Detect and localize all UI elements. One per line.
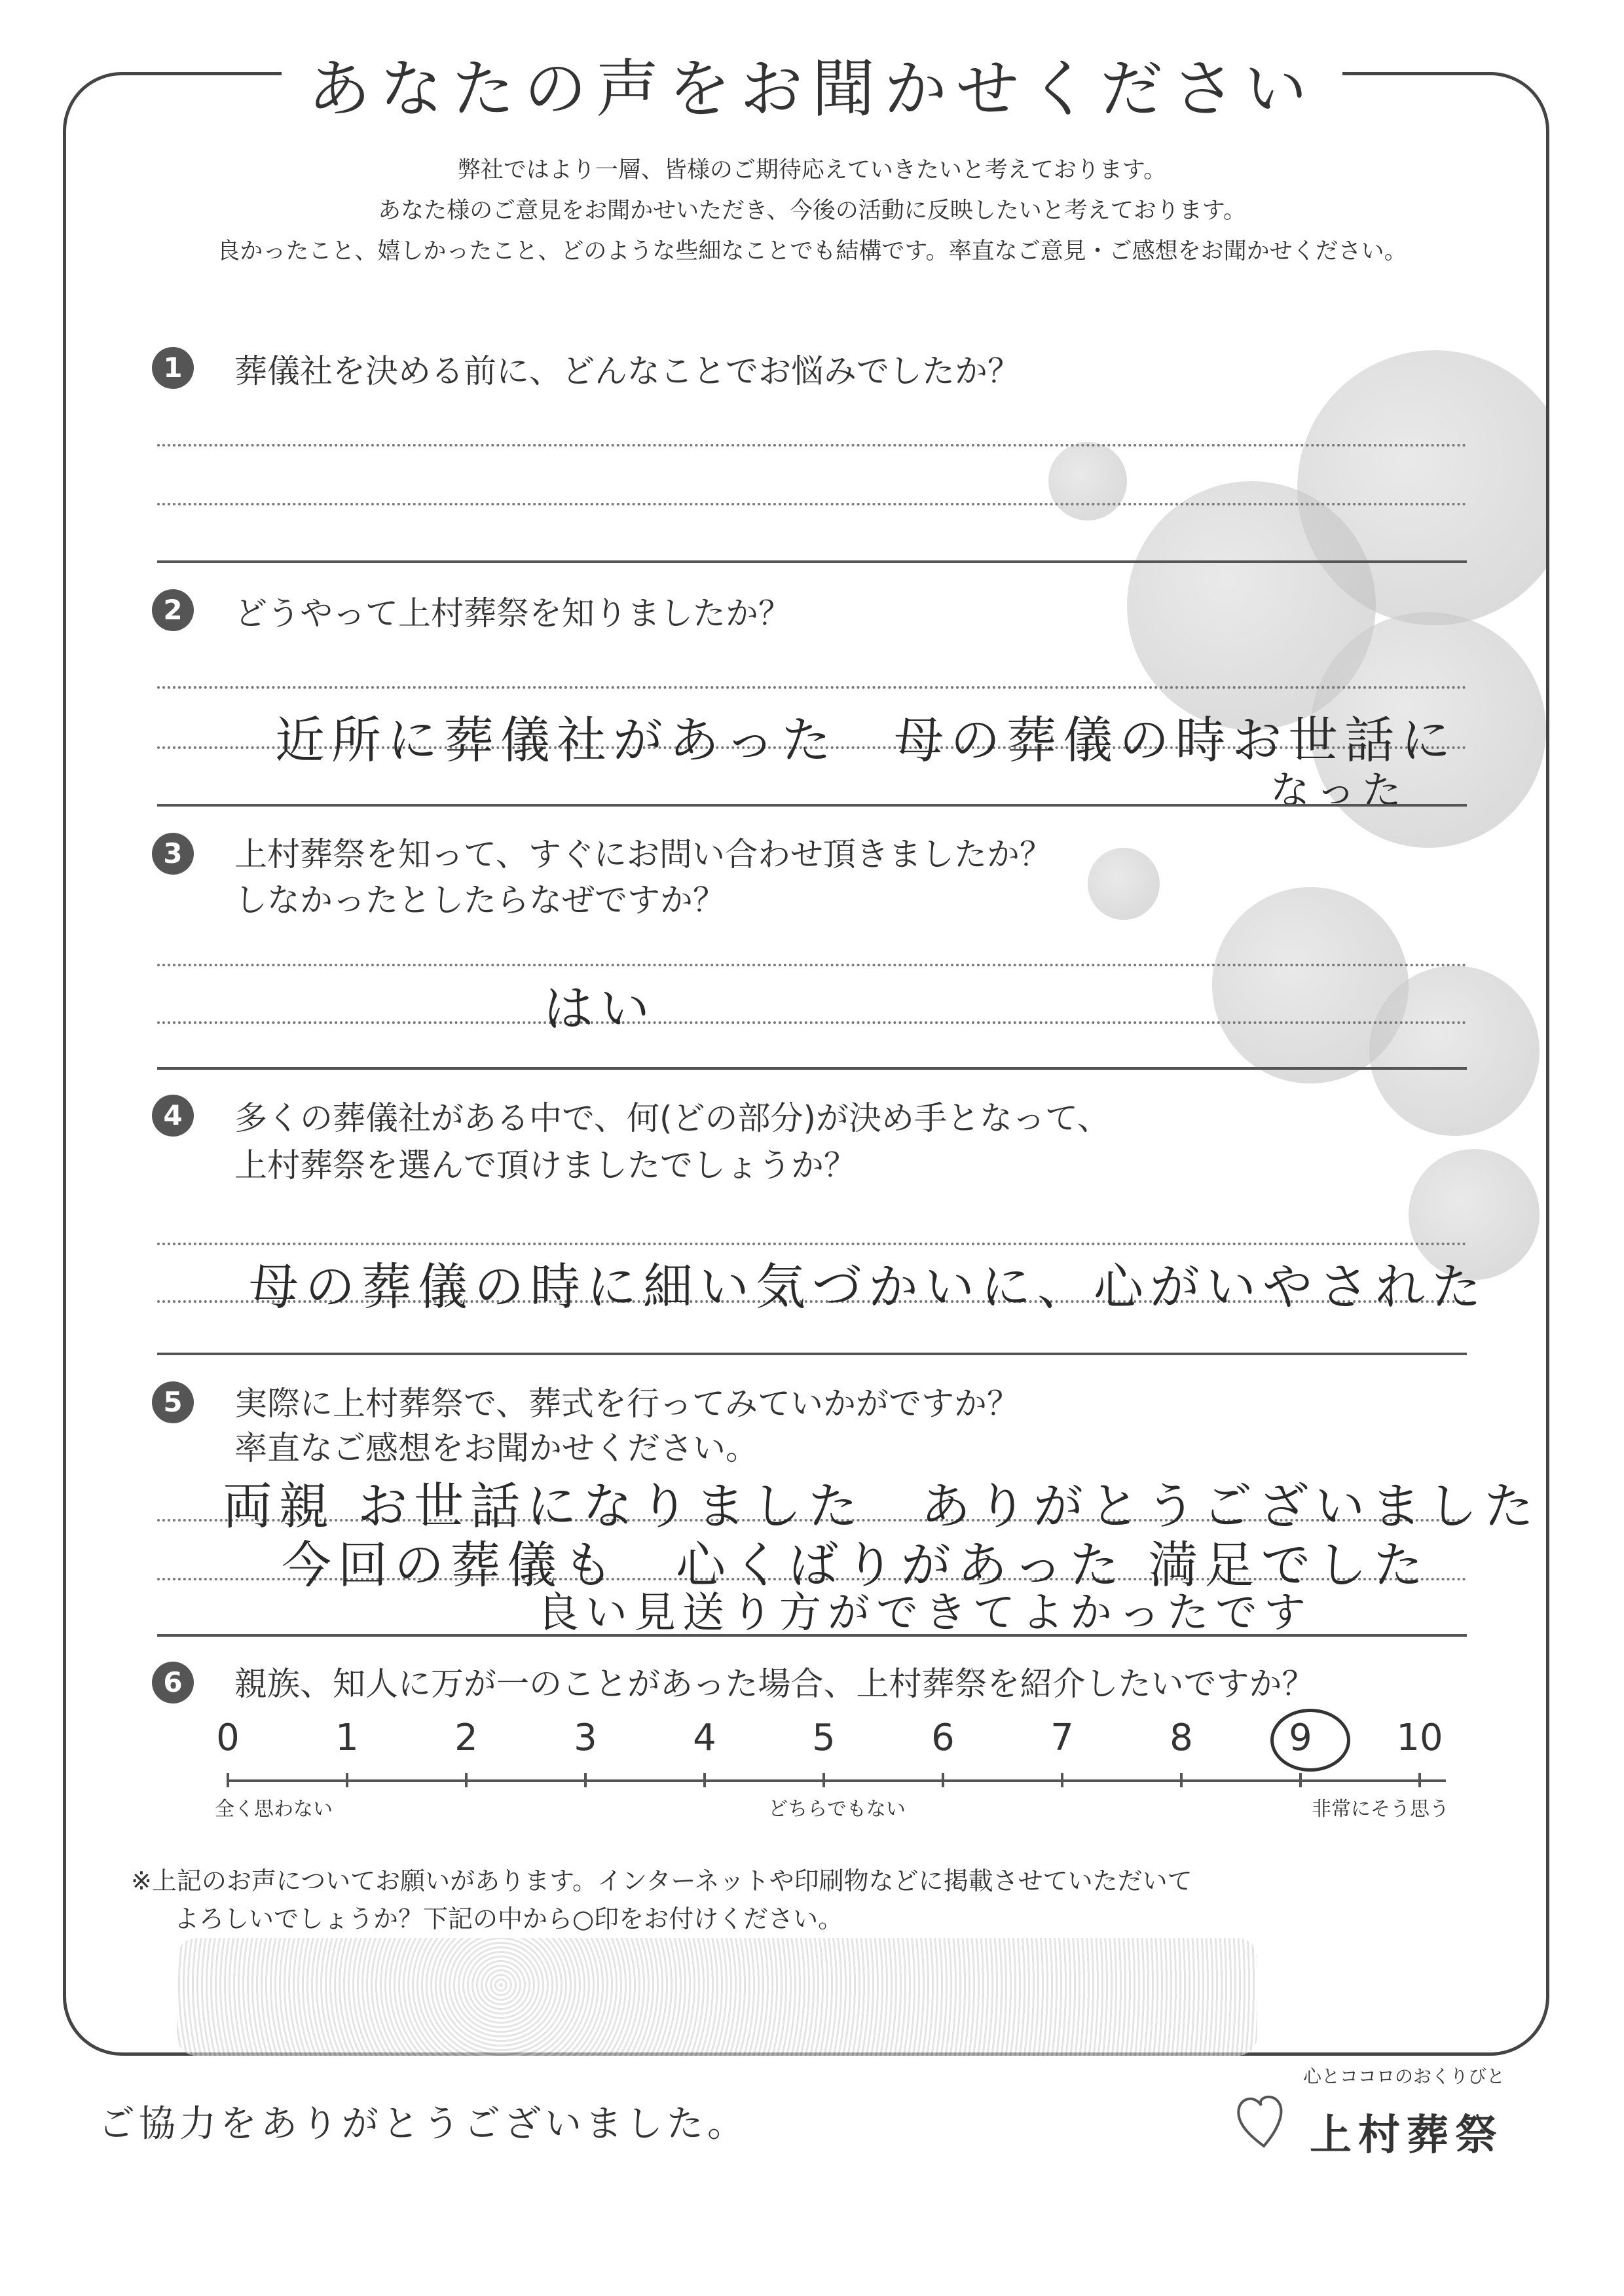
scale-tick	[703, 1773, 706, 1787]
scale-label-mid: どちらでもない	[768, 1798, 906, 1821]
question-text: しなかったとしたらなぜですか？	[234, 881, 726, 919]
handwritten-answer: 母の葬儀の時に細い気づかいに、心がいやされた	[249, 1258, 1488, 1316]
scale-tick	[584, 1773, 587, 1787]
scale-tick	[942, 1773, 944, 1787]
answer-line	[157, 686, 1467, 689]
intro-line: あなた様のご意見をお聞かせいただき、今後の活動に反映したいと考えております。	[378, 198, 1246, 224]
question-text: 葬儀社を決める前に、どんなことでお悩みでしたか？	[234, 352, 1020, 390]
question-number: 3	[152, 833, 194, 875]
scale-number: 10	[1396, 1717, 1443, 1759]
print-texture	[177, 1938, 1257, 2056]
answer-line	[157, 444, 1467, 446]
answer-line	[157, 503, 1467, 505]
question-number: 6	[152, 1662, 194, 1704]
intro-line: 良かったこと、嬉しかったこと、どのような些細なことでも結構です。率直なご意見・ご感想をお聞かせください。	[217, 238, 1407, 264]
question-text: 実際に上村葬祭で、葬式を行ってみていかがですか？	[234, 1385, 1020, 1423]
page-title: あなたの声をお聞かせください	[0, 39, 1624, 129]
scale-number: 1	[335, 1717, 359, 1759]
clover-decoration	[1048, 442, 1127, 520]
answer-line	[157, 1243, 1467, 1245]
question-text: 上村葬祭を選んで頂けましたでしょうか？	[234, 1146, 857, 1184]
question-text: 多くの葬儀社がある中で、何(どの部分)が決め手となって、	[234, 1099, 1111, 1137]
question-number: 4	[152, 1095, 194, 1137]
heart-icon	[1231, 2088, 1297, 2154]
scale-number: 7	[1050, 1717, 1074, 1759]
scale-tick	[822, 1773, 825, 1787]
scale-number: 3	[574, 1717, 597, 1759]
handwritten-answer: 今回の葬儀も 心くばりがあった 満足でした	[282, 1536, 1430, 1594]
scale-tick	[1061, 1773, 1063, 1787]
scale-tick	[465, 1773, 468, 1787]
handwritten-answer: 近所に葬儀社があった 母の葬儀の時お世話に	[275, 711, 1458, 769]
question-text: 率直なご感想をお聞かせください。	[234, 1429, 758, 1467]
scale-number: 0	[216, 1717, 240, 1759]
scale-number: 5	[812, 1717, 836, 1759]
consent-note: よろしいでしょうか？下記の中から○印をお付けください。	[174, 1904, 843, 1933]
section-divider	[157, 804, 1467, 807]
clover-decoration	[1088, 848, 1160, 920]
question-text: 上村葬祭を知って、すぐにお問い合わせ頂きましたか？	[234, 835, 1052, 873]
handwritten-answer: 両親 お世話になりました ありがとうございました	[223, 1477, 1541, 1535]
scale-number: 9	[1289, 1717, 1312, 1759]
section-divider	[157, 1634, 1467, 1637]
company-tagline: 心とココロのおくりびと	[1303, 2066, 1505, 2087]
question-text: 親族、知人に万が一のことがあった場合、上村葬祭を紹介したいですか？	[234, 1665, 1315, 1703]
consent-note: ※上記のお声についてお願いがあります。インターネットや印刷物などに掲載させていただいて	[131, 1867, 1192, 1895]
section-divider	[157, 1353, 1467, 1355]
scale-label-low: 全く思わない	[215, 1798, 333, 1821]
rating-scale-line	[228, 1779, 1446, 1782]
company-name: 上村葬祭	[1310, 2111, 1504, 2160]
answer-line	[157, 1021, 1467, 1024]
handwritten-answer: はい	[544, 979, 656, 1038]
scale-tick	[346, 1773, 348, 1787]
section-divider	[157, 1067, 1467, 1070]
question-number: 5	[152, 1381, 194, 1423]
scale-tick	[1180, 1773, 1183, 1787]
handwritten-answer: 良い見送り方ができてよかったです	[537, 1589, 1312, 1637]
question-text: どうやって上村葬祭を知りましたか？	[234, 594, 791, 632]
selected-rating-circle	[1270, 1709, 1350, 1772]
scale-number: 2	[454, 1717, 478, 1759]
question-number: 2	[152, 589, 194, 631]
clover-decoration	[1369, 966, 1540, 1136]
scale-number: 8	[1170, 1717, 1193, 1759]
intro-line: 弊社ではより一層、皆様のご期待応えていきたいと考えております。	[457, 157, 1167, 183]
scale-tick	[1418, 1773, 1421, 1787]
thanks-message: ご協力をありがとうございました。	[98, 2103, 748, 2145]
handwritten-answer: なった	[1270, 768, 1408, 814]
scale-tick	[1299, 1773, 1302, 1787]
section-divider	[157, 560, 1467, 563]
scale-label-high: 非常にそう思う	[1312, 1798, 1449, 1821]
scale-number: 6	[931, 1717, 955, 1759]
answer-line	[157, 964, 1467, 966]
question-number: 1	[152, 347, 194, 389]
scale-tick	[227, 1773, 229, 1787]
scale-number: 4	[693, 1717, 716, 1759]
